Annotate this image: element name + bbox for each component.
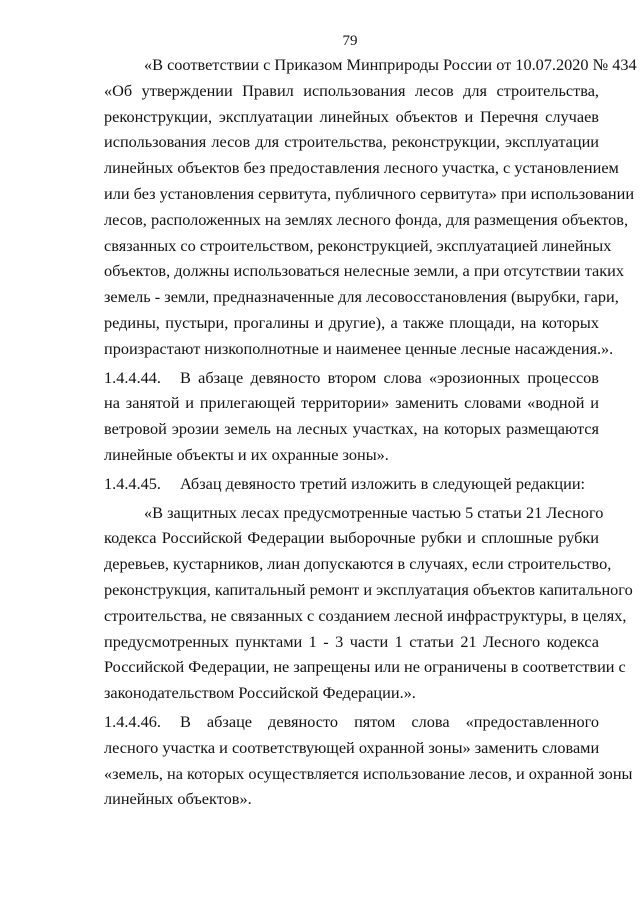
text-line: лесного участка и соответствующей охранной зоны» заменить словами: [104, 737, 600, 757]
document-body: [104, 52, 637, 812]
text-line: строительства, не связанных с созданием лесной инфраструктуры, в целях,: [104, 605, 627, 625]
text-line: реконструкция, капитальный ремонт и эксплуатация объектов капитального: [104, 579, 633, 599]
text-line: деревьев, кустарников, лиан допускаются в случаях, если строительство,: [104, 554, 612, 574]
text-line: произрастают низкополнотные и наименее ценные лесные насаждения.».: [104, 338, 614, 358]
text-line: законодательством Российской Федерации.».: [104, 683, 416, 703]
page-number: 79: [342, 33, 358, 49]
text-line: связанных со строительством, реконструкцией, эксплуатацией линейных: [104, 235, 612, 255]
text-line: [104, 709, 599, 735]
text-line: кодекса Российской Федерации выборочные рубки и сплошные рубки: [104, 528, 599, 548]
paragraph: [104, 52, 637, 362]
clause-number: 1.4.4.44.: [104, 367, 161, 387]
text-line: на занятой и прилегающей территории» заменить словами «водной и: [104, 393, 599, 413]
text-line: линейных объектов».: [104, 789, 252, 809]
text-line: «земель, на которых осуществляется использование лесов, и охранной зоны: [104, 763, 633, 783]
clause-text: В абзаце девяносто пятом слова «предоставленного: [180, 711, 599, 731]
text-line: Российской Федерации, не запрещены или не ограничены в соответствии с: [104, 657, 626, 677]
text-line: редины, пустыри, прогалины и другие), а также площади, на которых: [104, 312, 599, 332]
paragraph: [104, 709, 633, 812]
clause-text: В абзаце девяносто втором слова «эрозионных процессов: [180, 367, 599, 387]
text-line: ветровой эрозии земель на лесных участках, на которых размещаются: [104, 419, 599, 439]
text-line: или без установления сервитута, публичного сервитута» при использовании: [104, 183, 635, 203]
clause-number: 1.4.4.45.: [104, 473, 161, 493]
text-line: объектов, должны использоваться нелесные земли, а при отсутствии таких: [104, 261, 625, 281]
text-line: [104, 365, 599, 391]
text-line: использования лесов для строительства, реконструкции, эксплуатации: [104, 132, 599, 152]
text-line: «В защитных лесах предусмотренные частью 5 статьи 21 Лесного: [144, 502, 604, 522]
text-line: линейных объектов без предоставления лесного участка, с установлением: [104, 158, 619, 178]
paragraph: [104, 365, 599, 468]
clause-text: Абзац девяносто третий изложить в следующей редакции:: [180, 473, 586, 493]
text-line: предусмотренных пунктами 1 - 3 части 1 статьи 21 Лесного кодекса: [104, 631, 599, 651]
text-line: линейные объекты и их охранные зоны».: [104, 444, 389, 464]
text-line: «В соответствии с Приказом Минприроды России от 10.07.2020 № 434: [144, 55, 637, 74]
text-line: [104, 471, 599, 497]
paragraph: [104, 471, 599, 497]
paragraph: [104, 500, 633, 706]
text-line: «Об утверждении Правил использования лесов для строительства,: [104, 80, 599, 100]
text-line: земель - земли, предназначенные для лесовосстановления (вырубки, гари,: [104, 287, 619, 307]
clause-number: 1.4.4.46.: [104, 711, 161, 731]
text-line: реконструкции, эксплуатации линейных объектов и Перечня случаев: [104, 106, 599, 126]
text-line: лесов, расположенных на землях лесного фонда, для размещения объектов,: [104, 209, 629, 229]
